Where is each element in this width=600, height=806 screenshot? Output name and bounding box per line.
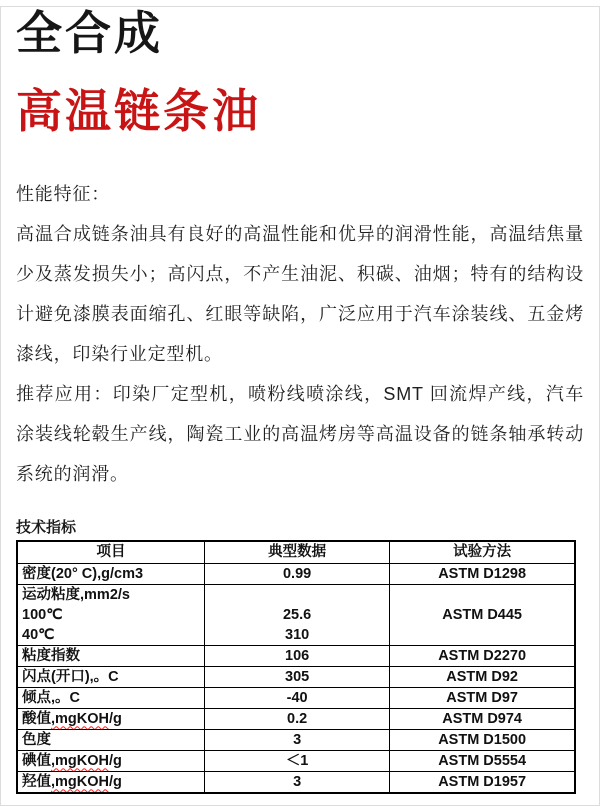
viscosity-label-line: 40℃ (22, 626, 55, 643)
applications-paragraph: 推荐应用：印染厂定型机，喷粉线喷涂线，SMT 回流焊产线，汽车涂装线轮毂生产线，陶瓷工业的高温烤房等高温设备的链条轴承转动系统的润滑。 (16, 384, 584, 484)
spellcheck-underline: ,mgKOH (51, 710, 109, 727)
viscosity-label-line: 运动粘度,mm2/s (22, 586, 130, 603)
table-row (17, 750, 575, 771)
page-subtitle: 高温链条油 (16, 85, 261, 137)
method-cell: ASTM D97 (390, 687, 575, 708)
viscosity-value-line: 310 (285, 626, 310, 643)
value-cell: ＜1 (204, 750, 389, 771)
item-cell: 粘度指数 (17, 645, 204, 666)
item-cell: 色度 (17, 729, 204, 750)
value-cell: 0.99 (204, 563, 389, 584)
value-cell (204, 584, 389, 645)
item-cell: 羟值,mgKOH/g (17, 771, 204, 793)
table-row (17, 708, 575, 729)
viscosity-label-line: 100℃ (22, 606, 63, 623)
method-cell: ASTM D92 (390, 666, 575, 687)
datasheet-page (0, 6, 600, 806)
method-cell: ASTM D1500 (390, 729, 575, 750)
body-text-block (16, 174, 584, 494)
table-row-density (17, 563, 575, 584)
table-header-row (17, 541, 575, 563)
page-content (0, 6, 600, 794)
value-cell: -40 (204, 687, 389, 708)
value-cell: 0.2 (204, 708, 389, 729)
item-cell: 闪点(开口),。C (17, 666, 204, 687)
method-cell: ASTM D5554 (390, 750, 575, 771)
item-cell: 倾点,。C (17, 687, 204, 708)
table-row (17, 771, 575, 793)
table-row (17, 666, 575, 687)
spellcheck-underline: ,mgKOH (51, 752, 109, 769)
column-header-item: 项目 (17, 541, 204, 563)
table-row-viscosity (17, 584, 575, 645)
value-cell: 3 (204, 771, 389, 793)
column-header-value: 典型数据 (204, 541, 389, 563)
viscosity-value-line (209, 585, 385, 605)
item-cell (17, 584, 204, 645)
features-paragraph: 高温合成链条油具有良好的高温性能和优异的润滑性能，高温结焦量少及蒸发损失小；高闪点，不产生油泥、积碳、油烟；特有的结构设计避免漆膜表面缩孔、红眼等缺陷，广泛应用于汽车涂装线、五金烤漆线，印染行业定型机。 (16, 224, 584, 364)
method-cell: ASTM D1957 (390, 771, 575, 793)
spec-table-caption: 技术指标 (16, 519, 77, 536)
column-header-method: 试验方法 (390, 541, 575, 563)
features-heading: 性能特征： (16, 184, 110, 204)
item-cell: 酸值,mgKOH/g (17, 708, 204, 729)
viscosity-value-line: 25.6 (282, 606, 312, 623)
method-cell: ASTM D974 (390, 708, 575, 729)
spec-table (16, 540, 576, 794)
value-cell: 3 (204, 729, 389, 750)
table-row (17, 645, 575, 666)
value-cell: 305 (204, 666, 389, 687)
table-row (17, 729, 575, 750)
method-cell: ASTM D2270 (390, 645, 575, 666)
value-cell: 106 (204, 645, 389, 666)
method-cell: ASTM D1298 (390, 563, 575, 584)
table-row (17, 687, 575, 708)
method-cell: ASTM D445 (390, 584, 575, 645)
item-cell: 碘值,mgKOH/g (17, 750, 204, 771)
spellcheck-underline: ,mgKOH (51, 773, 109, 790)
item-cell: 密度(20° C),g/cm3 (17, 563, 204, 584)
page-title: 全合成 (16, 7, 163, 59)
